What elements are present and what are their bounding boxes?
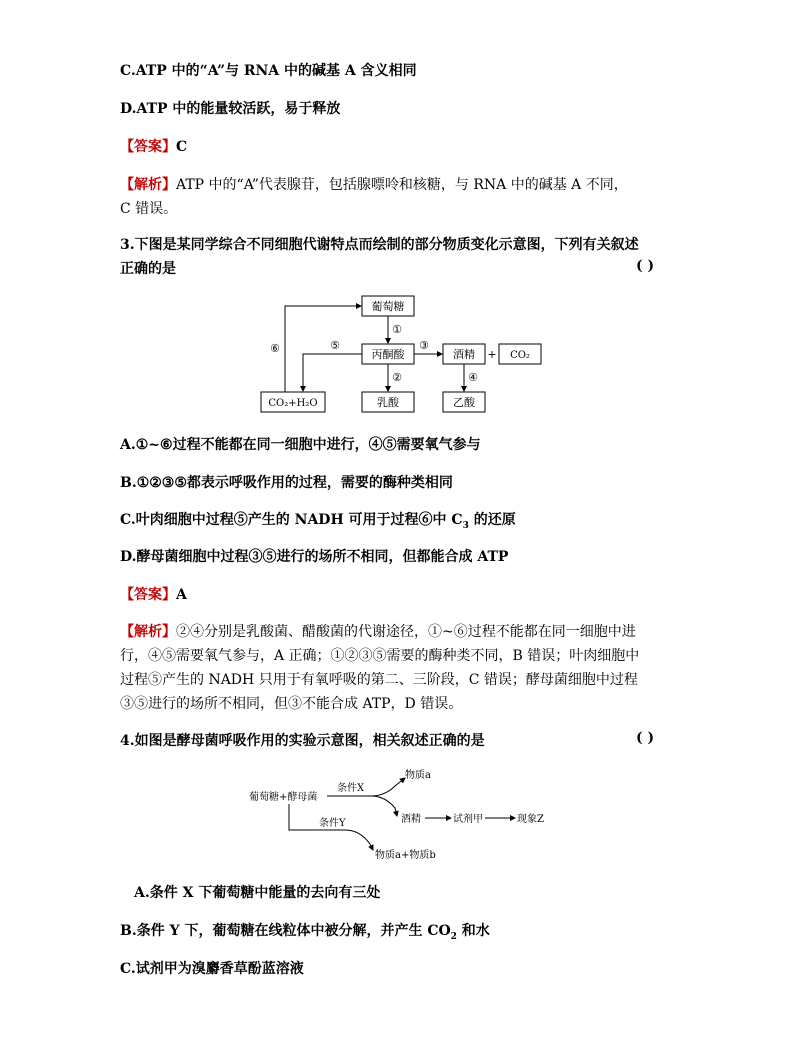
analysis-text: ATP 中的“A”代表腺苷，包括腺嘌呤和核糖，与 RNA 中的碱基 A 不同， (176, 177, 628, 193)
analysis-tag: 【解析】 (120, 177, 176, 193)
step-3-label: ③ (419, 339, 429, 352)
option-b-subscript: 2 (450, 931, 457, 942)
plus-label: + (487, 348, 497, 361)
option-b-text: B.条件 Y 下，葡萄糖在线粒体中被分解，并产生 CO (120, 923, 451, 939)
substance-ab-label: 物质a+物质b (375, 850, 436, 861)
option-c-text: C.叶肉细胞中过程⑤产生的 NADH 可用于过程⑥中 C (120, 512, 463, 528)
q3-analysis-line3: 过程⑤产生的 NADH 只用于有氧呼吸的第二、三阶段，C 错误；酵母菌细胞中过程 (120, 672, 638, 688)
q3-metabolism-diagram (255, 292, 545, 414)
q4-option-b (120, 920, 490, 942)
step-2-label: ② (392, 371, 402, 384)
condition-x-label: 条件X (337, 783, 365, 794)
q3-answer (120, 584, 187, 604)
q4-answer-bracket: ( ) (636, 730, 655, 746)
arrow-to-alcohol (371, 796, 397, 816)
analysis-text: ②④分别是乳酸菌、醋酸菌的代谢途径，①~⑥过程不能都在同一细胞中进 (176, 624, 636, 640)
q4-option-c: C.试剂甲为溴麝香草酚蓝溶液 (120, 961, 304, 977)
q3-option-c (120, 509, 516, 531)
q4-option-a: A.条件 X 下葡萄糖中能量的去向有三处 (134, 885, 381, 901)
q3-answer-bracket: ( ) (636, 258, 655, 274)
step-1-label: ① (392, 323, 402, 336)
step-4-label: ④ (468, 371, 478, 384)
q3-option-a: A.①~⑥过程不能都在同一细胞中进行，④⑤需要氧气参与 (120, 437, 481, 453)
q4-respiration-diagram (245, 764, 565, 864)
option-c-subscript: 3 (462, 520, 469, 531)
option-c-text-end: 的还原 (468, 512, 516, 528)
answer-value: A (176, 587, 187, 603)
phenomenon-label: 现象Z (517, 814, 544, 825)
q2-answer (120, 136, 187, 156)
reagent-label: 试剂甲 (453, 814, 483, 825)
substance-a-label: 物质a (405, 770, 431, 781)
pyruvate-label: 丙酮酸 (371, 348, 405, 361)
alcohol-label: 酒精 (401, 814, 421, 825)
alcohol-label: 酒精 (453, 348, 475, 361)
q2-analysis-line1 (120, 174, 628, 194)
step-5-label: ⑤ (330, 339, 340, 352)
q2-analysis-line2: C 错误。 (120, 201, 178, 217)
co2-h2o-label: CO₂+H₂O (268, 398, 318, 409)
acetic-acid-label: 乙酸 (453, 396, 475, 409)
q3-analysis-line4: ③⑤进行的场所不相同，但③不能合成 ATP，D 错误。 (120, 696, 463, 712)
q3-stem-line1: 3.下图是某同学综合不同细胞代谢特点而绘制的部分物质变化示意图，下列有关叙述 (120, 237, 639, 253)
q2-option-d: D.ATP 中的能量较活跃，易于释放 (120, 101, 341, 117)
q3-analysis-line2: 行，④⑤需要氧气参与，A 正确；①②③⑤需要的酶种类不同，B 错误；叶肉细胞中 (120, 648, 640, 664)
option-b-text-end: 和水 (456, 923, 490, 939)
q4-stem: 4.如图是酵母菌呼吸作用的实验示意图，相关叙述正确的是 (120, 733, 485, 749)
analysis-tag: 【解析】 (120, 624, 176, 640)
answer-tag: 【答案】 (120, 587, 176, 603)
arrow-6 (285, 306, 361, 392)
q3-stem-line2: 正确的是 (120, 261, 176, 277)
co2-label: CO₂ (510, 350, 530, 361)
q3-analysis-line1 (120, 621, 636, 641)
q2-option-c: C.ATP 中的“A”与 RNA 中的碱基 A 含义相同 (120, 63, 417, 79)
arrow-5 (303, 354, 362, 391)
glucose-label: 葡萄糖 (371, 300, 405, 313)
q3-option-d: D.酵母菌细胞中过程③⑤进行的场所不相同，但都能合成 ATP (120, 549, 509, 565)
start-label: 葡萄糖+酵母菌 (249, 792, 318, 803)
q3-option-b: B.①②③⑤都表示呼吸作用的过程，需要的酶种类相同 (120, 475, 453, 491)
lactic-acid-label: 乳酸 (377, 396, 399, 409)
answer-tag: 【答案】 (120, 139, 176, 155)
condition-y-label: 条件Y (319, 818, 346, 829)
answer-value: C (176, 139, 188, 155)
step-6-label: ⑥ (270, 342, 280, 355)
